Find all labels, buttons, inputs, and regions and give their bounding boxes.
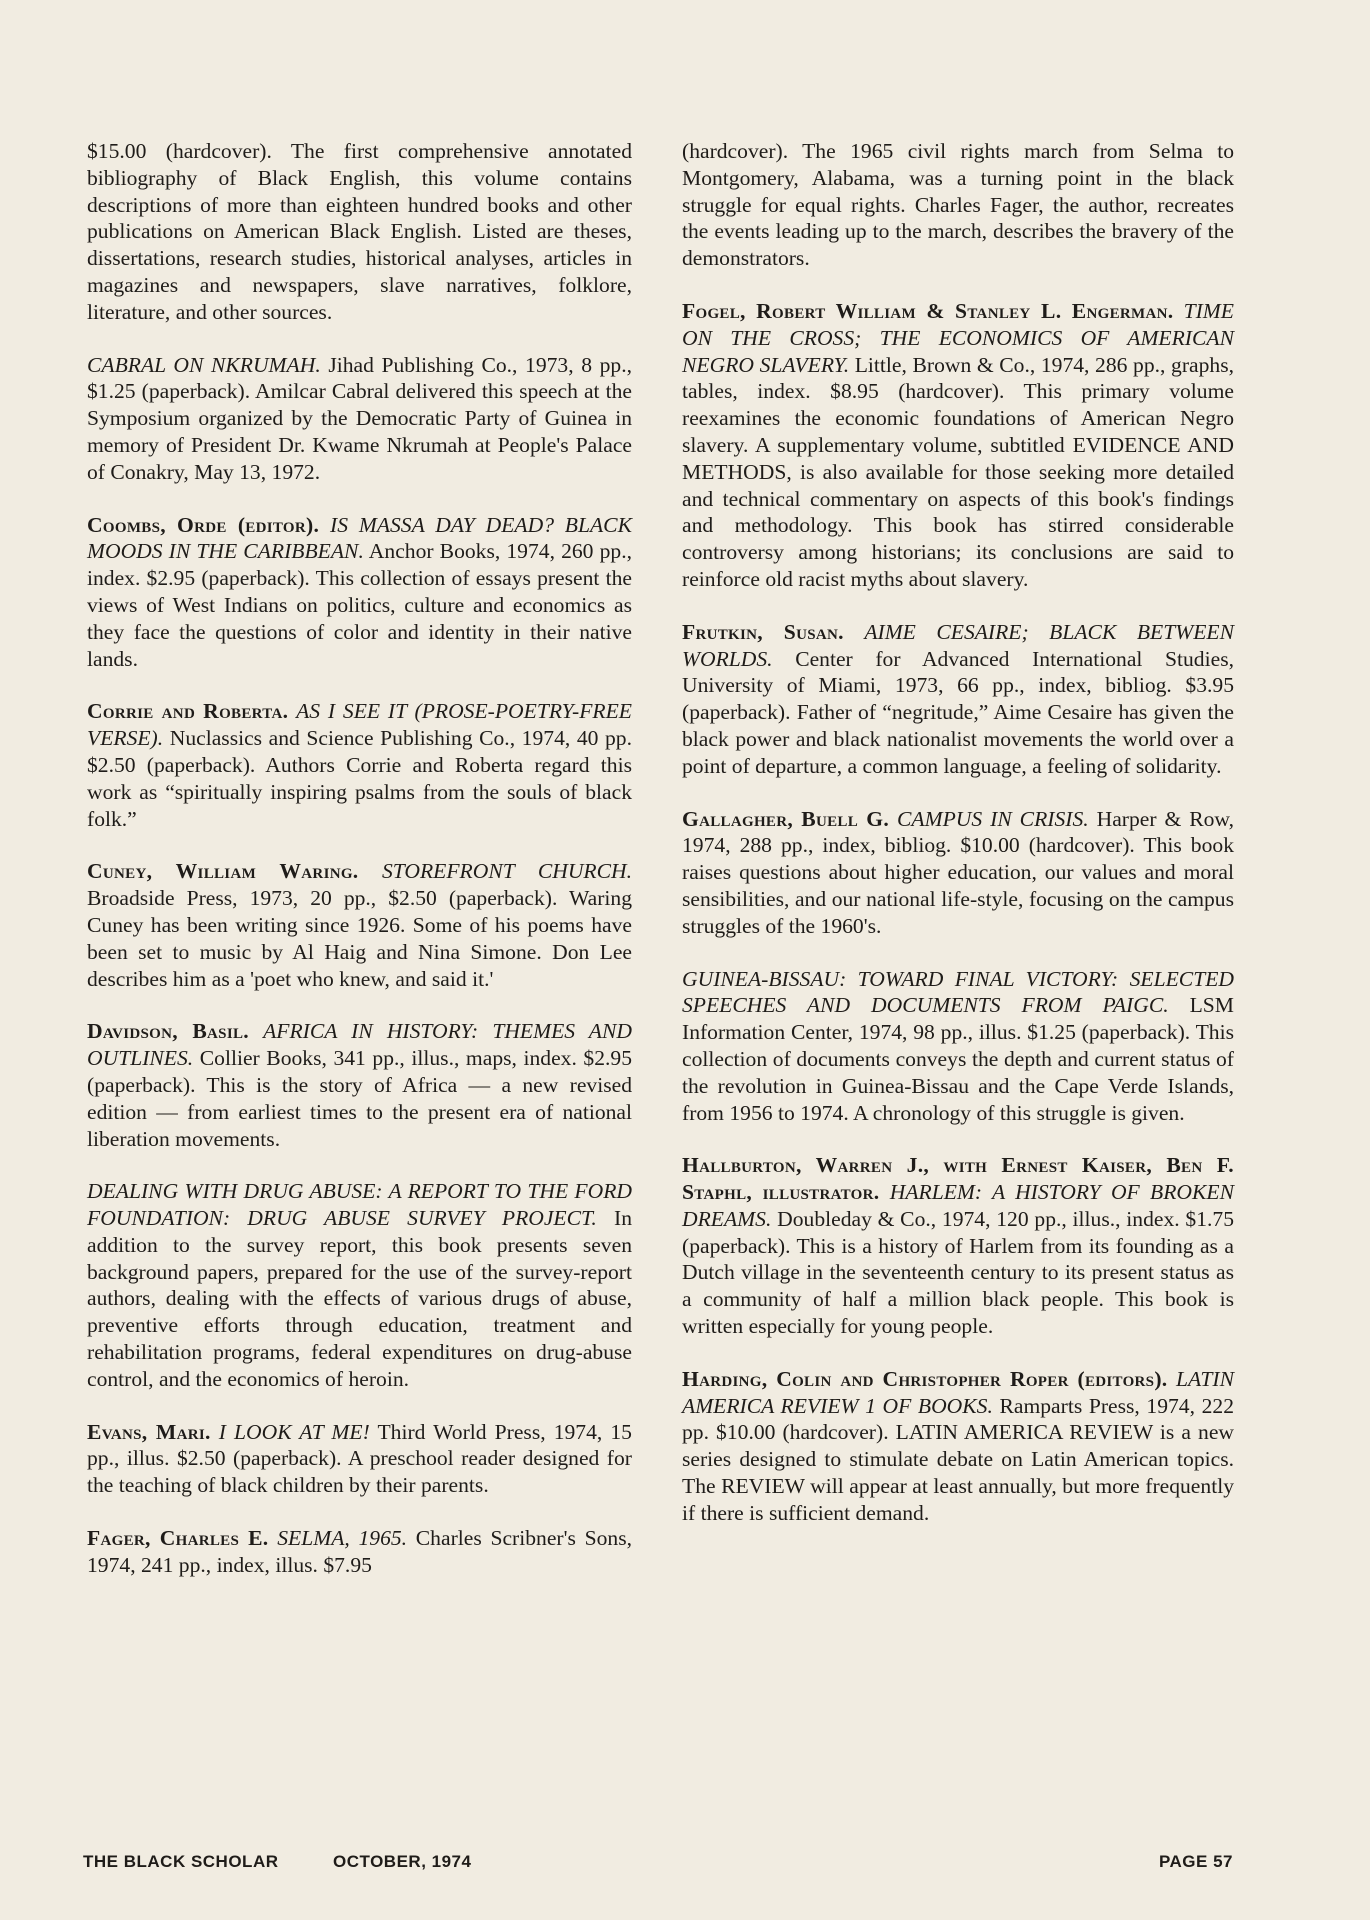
issue-date: OCTOBER, 1974 — [333, 1852, 472, 1871]
bibliography-entry — [87, 698, 632, 832]
bibliography-entry — [87, 138, 632, 326]
entry-description: Ramparts Press, 1974, 222 pp. $10.00 (hardcover). LATIN AMERICA REVIEW is a new series designed to stimulate debate on Latin American topics. The REVIEW will appear at least annually, but more frequently if there is sufficient demand. — [682, 1393, 1234, 1525]
entry-author: Corrie and Roberta. — [87, 699, 289, 724]
entry-description: Doubleday & Co., 1974, 120 pp., illus., index. $1.75 (paperback). This is a history of Harlem from its founding as a Dutch village in the seventeenth century to its present status as a community of half a million black people. This book is written especially for young people. — [682, 1206, 1234, 1339]
entry-description: Little, Brown & Co., 1974, 286 pp., graphs, tables, index. $8.95 (hardcover). This primary volume reexamines the economic foundations of American Negro slavery. A supplementary volume, subtitled EVIDENCE AND METHODS, is also available for those seeking more detailed and technical commentary on aspects of this book's findings and methodology. This book has stirred considerable controversy among historians; its conclusions are said to reinforce old racist myths about slavery. — [682, 352, 1234, 591]
left-column — [87, 138, 632, 1605]
entry-description: Anchor Books, 1974, 260 pp., index. $2.95 (paperback). This collection of essays present the views of West Indians on politics, culture and economics as they face the questions of color and identity in their native lands. — [87, 539, 632, 671]
page-number: PAGE 57 — [1158, 1852, 1233, 1871]
entry-title: CAMPUS IN CRISIS. — [897, 806, 1089, 831]
entry-title: TIME ON THE CROSS; THE ECONOMICS OF AMERICAN NEGRO SLAVERY. — [682, 298, 1234, 377]
entry-author: Gallagher, Buell G. — [682, 806, 890, 831]
entry-description: Collier Books, 341 pp., illus., maps, index. $2.95 (paperback). This is the story of Africa — a new revised edition — from earliest times to the present era of national liberation movements. — [87, 1046, 633, 1151]
entry-author: Cuney, William Waring. — [87, 859, 359, 884]
bibliography-entry — [682, 138, 1234, 272]
entry-title: DEALING WITH DRUG ABUSE: A REPORT TO THE FORD FOUNDATION: DRUG ABUSE SURVEY PROJECT. — [87, 1179, 632, 1231]
entry-description: LSM Information Center, 1974, 98 pp., illus. $1.25 (paperback). This collection of documents conveys the depth and current status of the revolution in Guinea-Bissau and the Cape Verde Islands, from 1956 to 1974. A chronology of this struggle is given. — [682, 993, 1234, 1125]
entry-title: IS MASSA DAY DEAD? BLACK MOODS IN THE CARIBBEAN. — [87, 512, 632, 564]
right-column — [682, 138, 1234, 1553]
entry-description: (hardcover). The 1965 civil rights march from Selma to Montgomery, Alabama, was a turning point in the black struggle for equal rights. Charles Fager, the author, recreates the events leading up to the march, describes the bravery of the demonstrators. — [682, 139, 1234, 271]
entry-description: $15.00 (hardcover). The first comprehensive annotated bibliography of Black English, this volume contains descriptions of more than eighteen hundred books and other publications on American Black English. Listed are theses, dissertations, research studies, historical analyses, articles in magazines and newspapers, slave narratives, folklore, literature, and other sources. — [87, 139, 632, 324]
entry-title: STOREFRONT CHURCH. — [381, 859, 632, 884]
entry-title: SELMA, 1965. — [277, 1526, 408, 1551]
entry-author: Hallburton, Warren J., with Ernest Kaiser, Ben F. Staphl, illustrator. — [682, 1153, 1234, 1205]
entry-author: Frutkin, Susan. — [682, 619, 844, 644]
entry-author: Fager, Charles E. — [87, 1526, 269, 1551]
entry-description: Broadside Press, 1973, 20 pp., $2.50 (paperback). Waring Cuney has been writing since 1926. Some of his poems have been set to music by Al Haig and Nina Simone. Don Lee describes him as a 'poet who knew, and said it.' — [87, 886, 632, 991]
entry-title: AIME CESAIRE; BLACK BETWEEN WORLDS. — [682, 619, 1234, 671]
bibliography-entry — [87, 1525, 632, 1579]
bibliography-entry — [87, 1018, 632, 1152]
entry-title: AFRICA IN HISTORY: THEMES AND OUTLINES. — [87, 1019, 632, 1071]
entry-author: Harding, Colin and Christopher Roper (editors). — [682, 1366, 1168, 1391]
entry-title: HARLEM: A HISTORY OF BROKEN DREAMS. — [682, 1180, 1234, 1231]
bibliography-entry — [87, 1419, 632, 1499]
entry-title: I LOOK AT ME! — [218, 1419, 370, 1444]
entry-description: Nuclassics and Science Publishing Co., 1974, 40 pp. $2.50 (paperback). Authors Corrie and Roberta regard this work as “spiritually inspiring psalms from the souls of black folk.” — [87, 726, 632, 831]
bibliography-entry — [87, 858, 632, 992]
entry-author: Davidson, Basil. — [87, 1019, 249, 1044]
bibliography-entry — [682, 1366, 1234, 1527]
entry-description: Harper & Row, 1974, 288 pp., index, bibliog. $10.00 (hardcover). This book raises questions about higher education, our values and moral sensibilities, and our national life-style, focusing on the campus struggles of the 1960's. — [682, 806, 1235, 938]
entry-title: AS I SEE IT (PROSE-POETRY-FREE VERSE). — [87, 699, 632, 751]
entry-author: Evans, Mari. — [87, 1419, 211, 1444]
bibliography-entry — [682, 619, 1234, 780]
publication-name: THE BLACK SCHOLAR — [83, 1852, 279, 1871]
entry-description: Third World Press, 1974, 15 pp., illus. $2.50 (paperback). A preschool reader designed for the teaching of black children by their parents. — [87, 1419, 632, 1498]
entry-title: LATIN AMERICA REVIEW 1 OF BOOKS. — [682, 1366, 1234, 1418]
entry-author: Fogel, Robert William & Stanley L. Engerman. — [682, 298, 1174, 323]
entry-description: Center for Advanced International Studies, University of Miami, 1973, 66 pp., index, bibliog. $3.95 (paperback). Father of “negritude,” Aime Cesaire has given the black power and black nationalist movements the world over a point of departure, a common language, a feeling of solidarity. — [682, 646, 1234, 778]
entry-description: Jihad Publishing Co., 1973, 8 pp., $1.25 (paperback). Amilcar Cabral delivered this speech at the Symposium organized by the Democratic Party of Guinea in memory of President Dr. Kwame Nkrumah at People's Palace of Conakry, May 13, 1972. — [87, 352, 632, 484]
entry-title: CABRAL ON NKRUMAH. — [87, 352, 321, 377]
entry-description: In addition to the survey report, this book presents seven background papers, prepared for the use of the survey-report authors, dealing with the effects of various drugs of abuse, preventive efforts through education, treatment and rehabilitation programs, federal expenditures on drug-abuse control, and the economics of heroin. — [87, 1206, 632, 1391]
entry-author: Coombs, Orde (editor). — [87, 512, 320, 537]
bibliography-entry — [682, 806, 1234, 940]
bibliography-entry — [682, 1152, 1234, 1340]
entry-description: Charles Scribner's Sons, 1974, 241 pp., index, illus. $7.95 — [87, 1526, 632, 1577]
bibliography-entry — [87, 512, 632, 673]
bibliography-entry — [682, 298, 1234, 593]
bibliography-entry — [87, 352, 632, 486]
bibliography-entry — [682, 966, 1234, 1127]
entry-title: GUINEA-BISSAU: TOWARD FINAL VICTORY: SELECTED SPEECHES AND DOCUMENTS FROM PAIGC. — [682, 966, 1234, 1018]
bibliography-entry — [87, 1178, 632, 1392]
